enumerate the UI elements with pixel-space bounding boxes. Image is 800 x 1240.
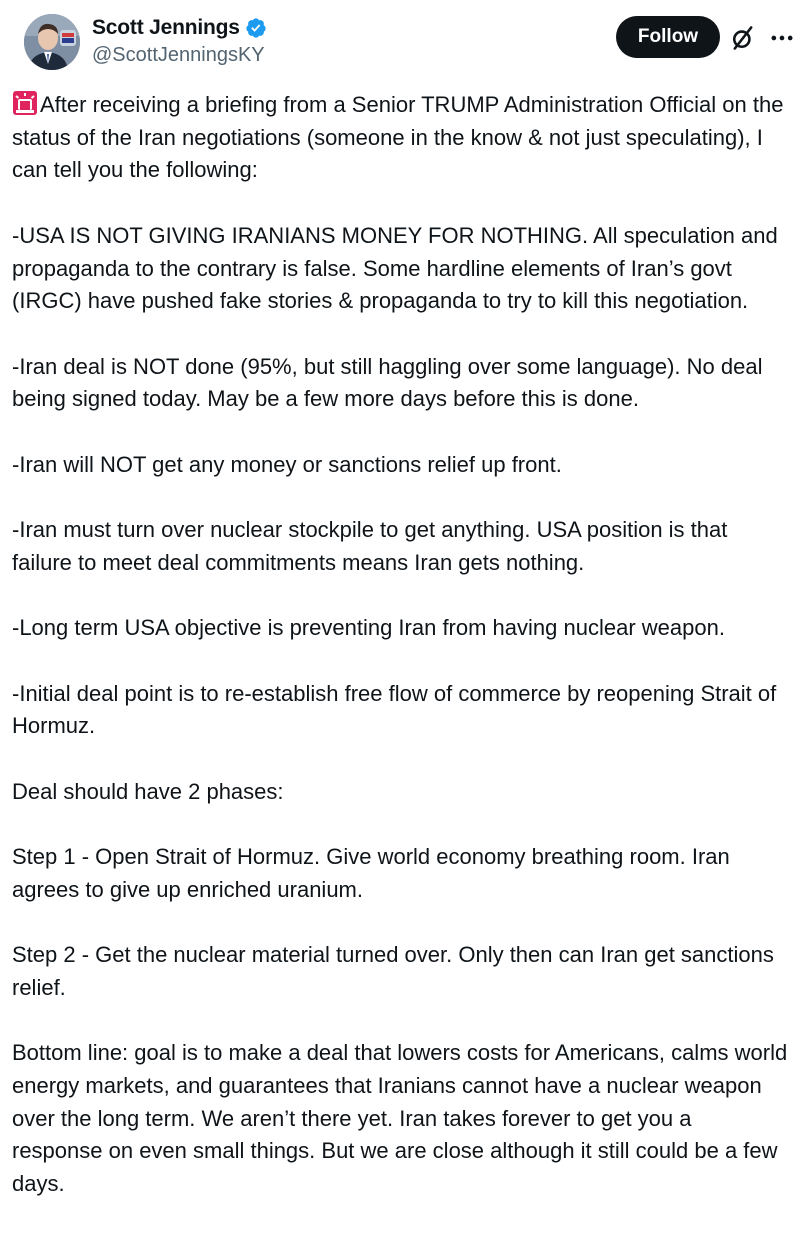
post-paragraph-9: Step 1 - Open Strait of Hormuz. Give world economy breathing room. Iran agrees to give up enriched uranium. xyxy=(12,844,730,902)
author-handle[interactable]: @ScottJenningsKY xyxy=(92,44,265,66)
more-icon[interactable] xyxy=(768,24,796,52)
name-row xyxy=(92,14,267,42)
post-paragraph-11: Bottom line: goal is to make a deal that lowers costs for Americans, calms world energy markets, and guarantees that Iranians cannot have a nuclear weapon over the long term. We aren’t there yet. Iran takes forever to get you a response on even small things. But we are close although it still could be a few days. xyxy=(12,1040,788,1197)
verified-badge-icon xyxy=(245,17,267,39)
post-paragraph-8: Deal should have 2 phases: xyxy=(12,778,284,804)
siren-icon xyxy=(12,90,38,116)
post-paragraph-4: -Iran will NOT get any money or sanctions relief up front. xyxy=(12,451,562,477)
post-paragraph-7: -Initial deal point is to re-establish free flow of commerce by reopening Strait of Hormuz. xyxy=(12,680,777,739)
post-paragraph-3: -Iran deal is NOT done (95%, but still haggling over some language). No deal being signed today. May be a few more days before this is done. xyxy=(12,353,763,412)
post-paragraph-10: Step 2 - Get the nuclear material turned over. Only then can Iran get sanctions relief. xyxy=(12,942,774,1000)
post-paragraph-2: -USA IS NOT GIVING IRANIANS MONEY FOR NOTHING. All speculation and propaganda to the contrary is false. Some hardline elements of Iran’s govt (IRGC) have pushed fake stories & propaganda to try to kill this negotiation. xyxy=(12,222,778,314)
follow-button[interactable]: Follow xyxy=(616,16,720,58)
author-info xyxy=(92,14,267,67)
avatar-photo-icon xyxy=(24,14,80,70)
post-paragraph-1 xyxy=(12,89,788,187)
post-paragraph-6: -Long term USA objective is preventing Iran from having nuclear weapon. xyxy=(12,615,725,641)
post-paragraph-5: -Iran must turn over nuclear stockpile to get anything. USA position is that failure to meet deal commitments means Iran gets nothing. xyxy=(12,517,728,575)
post-header xyxy=(12,0,788,82)
post-text: After receiving a briefing from a Senior TRUMP Administration Official on the status of the Iran negotiations (someone in the know & not just speculating), I can tell you the following: xyxy=(12,92,784,183)
grok-icon[interactable] xyxy=(729,24,757,52)
post-body xyxy=(12,82,788,1201)
avatar[interactable] xyxy=(24,14,80,70)
display-name[interactable]: Scott Jennings xyxy=(92,16,240,39)
